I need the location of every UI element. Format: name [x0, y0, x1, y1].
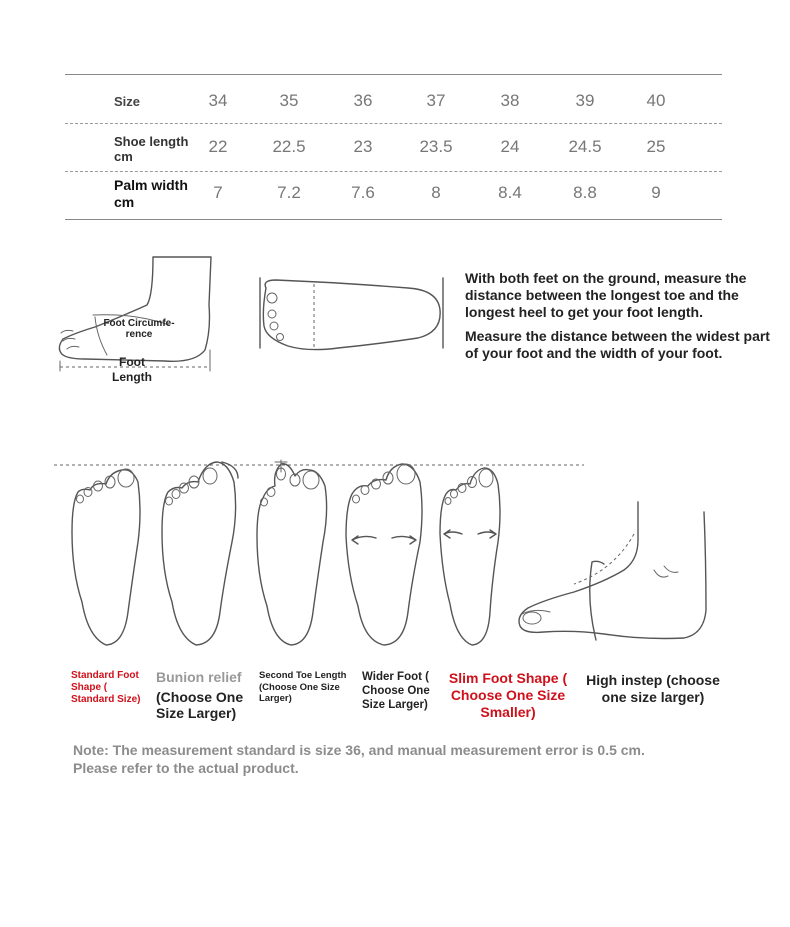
- width-instruction: Measure the distance between the widest part of your foot and the width of your foot.: [465, 328, 770, 361]
- table-cell: 34: [208, 91, 228, 110]
- note-line-1: Note: The measurement standard is size 36, and manual measurement error is 0.5 cm.: [73, 742, 645, 758]
- second-toe-caption: Second Toe Length (Choose One Size Larger): [259, 670, 347, 704]
- bunion-foot-icon: [158, 458, 242, 647]
- top-foot-illustration: [258, 276, 446, 356]
- table-cell: 7.2: [277, 183, 301, 202]
- table-cell: 8: [431, 183, 441, 202]
- bunion-relief-caption: (Choose One Size Larger): [156, 689, 244, 721]
- row-label-size: Size: [114, 94, 141, 109]
- table-cell: 37: [426, 91, 446, 110]
- slim-foot-caption: Slim Foot Shape ( Choose One Size Smaller): [448, 670, 568, 720]
- second-toe-foot-icon: [255, 458, 331, 647]
- bunion-relief-title: Bunion relief: [156, 669, 242, 685]
- wider-foot-caption: Wider Foot ( Choose One Size Larger): [362, 671, 430, 711]
- standard-foot-caption: Standard Foot Shape ( Standard Size): [71, 670, 141, 705]
- table-bottom-rule: [65, 219, 722, 220]
- table-cell: 36: [353, 91, 373, 110]
- table-cell: 9: [651, 183, 661, 202]
- table-cell: 8.4: [498, 183, 522, 202]
- table-cell: 24.5: [568, 137, 602, 156]
- table-cell: 7: [213, 183, 223, 202]
- high-instep-caption: High instep (choose one size larger): [586, 672, 720, 705]
- wider-foot-icon: [344, 460, 424, 647]
- table-cell: 23: [353, 137, 373, 156]
- table-cell: 25: [646, 137, 666, 156]
- table-cell: 23.5: [419, 137, 453, 156]
- table-cell: 22: [208, 137, 228, 156]
- standard-foot-icon: [68, 462, 144, 647]
- table-cell: 38: [500, 91, 520, 110]
- table-cell: 7.6: [351, 183, 375, 202]
- measurement-note: [73, 741, 645, 777]
- table-cell: 39: [575, 91, 595, 110]
- row-label-palm-width: Palm width cm: [114, 177, 188, 210]
- table-cell: 22.5: [272, 137, 306, 156]
- note-line-2: Please refer to the actual product.: [73, 760, 299, 776]
- length-instruction: With both feet on the ground, measure the distance between the longest toe and the longest heel to get your foot length.: [465, 270, 747, 320]
- foot-length-label: Foot Length: [112, 355, 152, 384]
- table-cell: 24: [500, 137, 520, 156]
- foot-circumference-label: Foot Circumfe-rence: [103, 318, 175, 340]
- row-label-shoe-length: Shoe length cm: [114, 134, 189, 164]
- table-top-rule: [65, 74, 722, 75]
- table-row-divider: [65, 171, 722, 172]
- table-row-divider: [65, 123, 722, 124]
- table-cell: 35: [279, 91, 299, 110]
- table-cell: 40: [646, 91, 666, 110]
- high-instep-foot-icon: [514, 500, 712, 652]
- table-cell: 8.8: [573, 183, 597, 202]
- slim-foot-icon: [438, 462, 504, 647]
